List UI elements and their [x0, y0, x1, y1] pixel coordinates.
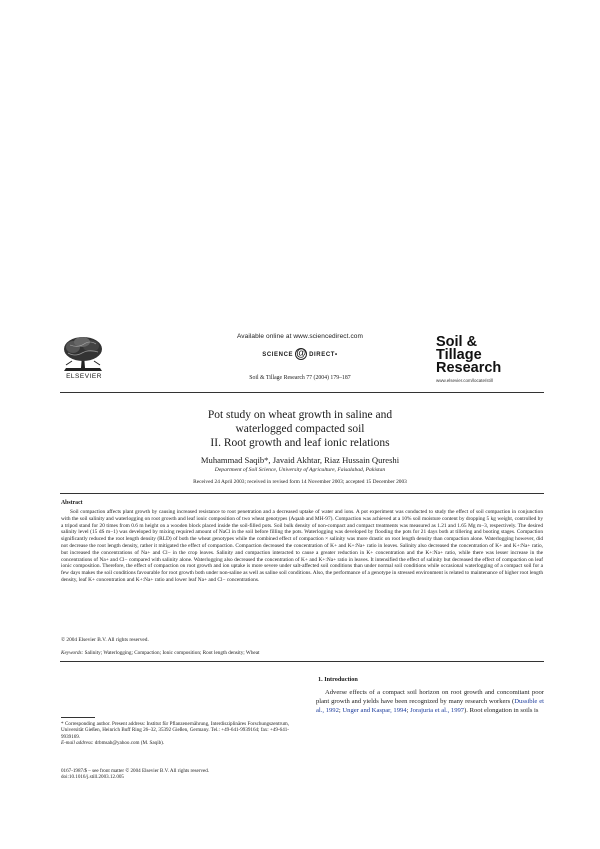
- footnote-text: * Corresponding author. Present address: Institut für Pflanzenernährung, Interdisziplinäres Forschungszentrum, Universität Gießen, Heinrich Buff Ring 26–32, 35392 Gießen, Germany. Tel.: +49-641-9939164; fax: +49-641-9939169.: [61, 721, 289, 740]
- issn-line: 0167-1987/$ – see front matter © 2004 Elsevier B.V. All rights reserved.: [61, 768, 210, 774]
- corresponding-author-footnote: [61, 721, 289, 746]
- abstract-top-rule: [60, 493, 544, 494]
- journal-logo-line2: Tillage: [436, 347, 482, 363]
- article-title: [100, 408, 500, 450]
- intro-sep-2: ;: [406, 707, 411, 715]
- sciencedirect-right: DIRECT•: [309, 352, 338, 358]
- keywords: [61, 650, 543, 656]
- title-line-1: Pot study on wheat growth in saline and: [207, 409, 393, 421]
- sciencedirect-left: SCIENCE: [262, 352, 294, 358]
- abstract-heading: Abstract: [61, 500, 83, 506]
- footnote-rule: [61, 717, 95, 718]
- journal-reference: Soil & Tillage Research 77 (2004) 179–187: [249, 375, 351, 381]
- footnote-email-line: [61, 740, 289, 746]
- abstract-text: Soil compaction affects plant growth by causing increased resistance to root penetration and a decreased uptake of water and ions. A pot experiment was conducted to study the effect of soil compaction in conjunction with the soil salinity and waterlogging on root growth and leaf ionic composition of two wheat genotypes (Aqaab and MH-97). Compaction was achieved at a 10% soil moisture content by dropping 5 kg weight, controlled by a tripod stand for 20 times from 0.6 m height on a wooden block placed inside the soil-filled pots. Soil bulk density of non-compact and compact treatments was measured as 1.21 and 1.65 Mg m−3, respectively. The desired salinity level (15 dS m−1) was developed by mixing required amount of NaCl in the soil before filling the pots. Waterlogging was developed by flooding the pots for 21 days both at tillering and booting stages. Compaction significantly reduced the root length density (RLD) of both the wheat genotypes while the combined effect of compaction × salinity was more drastic on root length density than compaction alone. Waterlogging however, did not decrease the root length density, rather it mitigated the effect of compaction. Compaction decreased the concentration of K+ and K+:Na+ ratio in leaves. Salinity also decreased the concentration of K+ and K+:Na+ ratio, but increased the concentrations of Na+ and Cl− in the crop leaves. Salinity and compaction interacted to cause a greater reduction in K+ concentration and the K+:Na+ ratio, while there was lesser increase in the concentrations of Na+ and Cl− compared with salinity alone. Waterlogging also decreased the concentration of K+ and K+:Na+ ratio in leaves. It intensified the effect of salinity but decreased the effect of compaction on leaf ionic composition. Therefore, the effect of compaction on root growth and ion uptake is more severe under salt-affected soil conditions than under normal soil conditions while occasional waterlogging of a compact soil for a few days makes the soil conditions favourable for root growth both under non-saline as well as saline soil conditions. Also, the performance of a genotype in stressed environment is related to maintenance of higher root length density, leaf K+ concentration and K+:Na+ ratio and lower leaf Na+ and Cl− concentrations.: [61, 509, 543, 583]
- citation-link[interactable]: Unger and Kaspar, 1994: [342, 707, 407, 715]
- bottom-metadata: [61, 768, 341, 781]
- intro-sep-1: ;: [338, 707, 343, 715]
- email-label: E-mail address:: [61, 739, 94, 746]
- abstract-bottom-rule: [60, 661, 544, 662]
- intro-paragraph: [316, 688, 544, 716]
- keywords-text: Salinity; Waterlogging; Compaction; Ionic composition; Root length density; Wheat: [84, 650, 260, 656]
- sciencedirect-at-icon: @: [296, 348, 307, 359]
- intro-text-before: Adverse effects of a compact soil horizon on root growth and concomitant poor plant growth and yields have been recognized by many research workers (: [316, 689, 544, 706]
- sciencedirect-logo: [205, 348, 395, 360]
- intro-text-after: ). Root elongation in soils is: [464, 707, 539, 715]
- email-address[interactable]: drbmsab@yahoo.com (M. Saqib).: [94, 739, 165, 746]
- authors: Muhammad Saqib*, Javaid Akhtar, Riaz Hussain Qureshi: [200, 455, 400, 465]
- abstract-copyright: © 2004 Elsevier B.V. All rights reserved.: [61, 637, 149, 643]
- journal-logo-line1: Soil &: [436, 334, 478, 350]
- available-online-line: Available online at www.sciencedirect.com: [236, 333, 364, 340]
- elsevier-tree-logo: [60, 335, 106, 373]
- citation-link[interactable]: Dussible et al., 1992: [316, 698, 544, 715]
- affiliation: Department of Soil Science, University of Agriculture, Faisalabad, Pakistan: [214, 467, 386, 473]
- article-dates: Received 24 April 2003; received in revised form 14 November 2003; accepted 15 December 2003: [193, 479, 407, 485]
- title-line-2: waterlogged compacted soil: [235, 423, 365, 435]
- citation-link[interactable]: Jorajuria et al., 1997: [410, 707, 465, 715]
- journal-url: www.elsevier.com/locate/still: [436, 378, 493, 383]
- intro-heading: 1. Introduction: [318, 676, 358, 683]
- doi-line[interactable]: doi:10.1016/j.still.2003.12.005: [61, 774, 124, 781]
- journal-logo: [436, 336, 516, 375]
- publisher-name: ELSEVIER: [66, 373, 102, 380]
- title-line-3: II. Root growth and leaf ionic relations: [210, 437, 390, 449]
- journal-logo-line3: Research: [436, 360, 502, 376]
- keywords-label: Keywords:: [61, 650, 84, 656]
- header-rule: [60, 392, 544, 393]
